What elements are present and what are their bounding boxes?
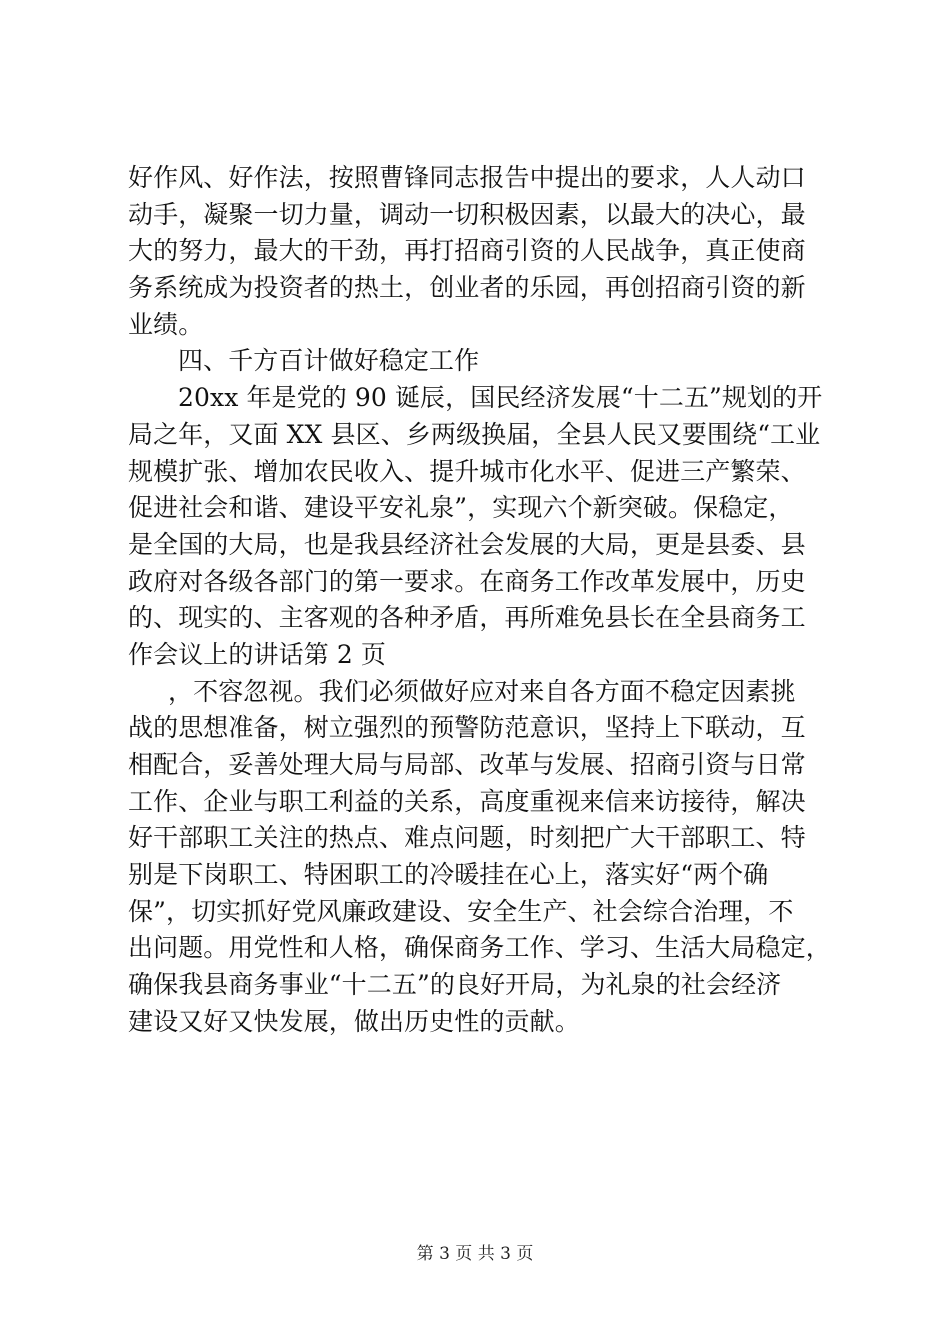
text-line: 工作、企业与职工利益的关系，高度重视来信来访接待，解决 [128,786,806,816]
text-line: 是全国的大局，也是我县经济社会发展的大局，更是县委、县 [128,529,806,559]
text-line: 业绩。 [128,309,204,339]
text-line: 相配合，妥善处理大局与局部、改革与发展、招商引资与日常 [128,750,806,779]
section-heading: 四、千方百计做好稳定工作 [178,346,480,376]
text-line: 好干部职工关注的热点、难点问题，时刻把广大干部职工、特 [128,823,806,853]
text-line: 动手，凝聚一切力量，调动一切积极因素，以最大的决心，最 [128,199,806,229]
text-line: 战的思想准备，树立强烈的预警防范意识，坚持上下联动，互 [128,713,806,743]
text-line: ，不容忽视。我们必须做好应对来自各方面不稳定因素挑 [168,676,796,706]
text-line: 作会议上的讲话第 2 页 [128,639,387,669]
text-line: 大的努力，最大的干劲，再打招商引资的人民战争，真正使商 [128,236,806,266]
text-line: 务系统成为投资者的热土，创业者的乐园，再创招商引资的新 [128,273,806,303]
text-line: 促进社会和谐、建设平安礼泉”，实现六个新突破。保稳定， [128,493,794,523]
text-line: 20xx 年是党的 90 诞辰，国民经济发展“十二五”规划的开 [178,383,823,413]
text-line: 别是下岗职工、特困职工的冷暖挂在心上，落实好“两个确 [128,860,769,890]
text-line: 确保我县商务事业“十二五”的良好开局，为礼泉的社会经济 [128,970,782,1000]
text-line: 的、现实的、主客观的各种矛盾，再所难免县长在全县商务工 [128,603,806,633]
page-number: 第 3 页 共 3 页 [416,1244,534,1264]
text-line: 建设又好又快发展，做出历史性的贡献。 [128,1006,580,1036]
text-line: 政府对各级各部门的第一要求。在商务工作改革发展中，历史 [128,566,806,596]
text-line: 出问题。用党性和人格，确保商务工作、学习、生活大局稳定， [128,933,831,963]
text-line: 局之年，又面 XX 县区、乡两级换届，全县人民又要围绕“工业 [128,419,821,449]
text-line: 好作风、好作法，按照曹锋同志报告中提出的要求，人人动口 [128,163,806,192]
text-line: 规模扩张、增加农民收入、提升城市化水平、促进三产繁荣、 [128,456,806,486]
page-footer [0,1242,950,1266]
text-line: 保”，切实抓好党风廉政建设、安全生产、社会综合治理，不 [128,896,794,926]
document-body [128,160,831,1041]
